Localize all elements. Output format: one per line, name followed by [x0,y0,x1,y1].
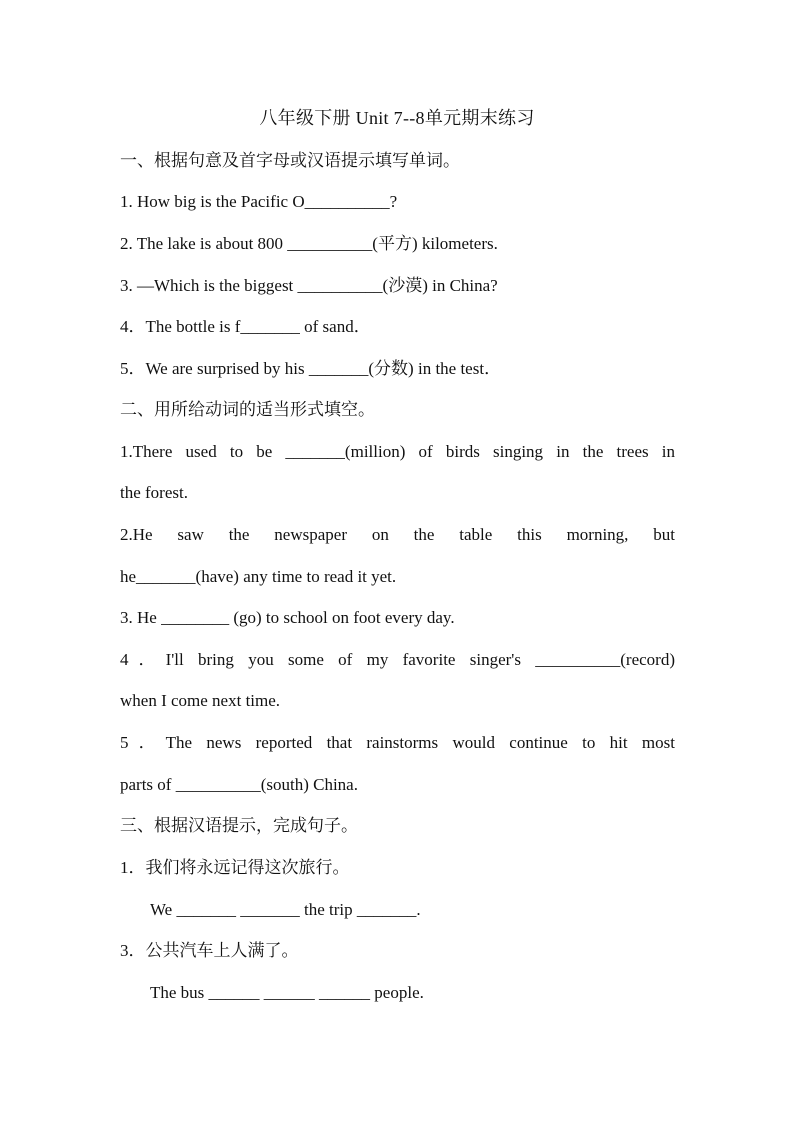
question-line: 4．I'll bring you some of my favorite singer's __________(record) [120,650,675,669]
question-line: 3. —Which is the biggest __________(沙漠) in China? [120,276,498,295]
section-heading: 二、用所给动词的适当形式填空。 [120,400,375,419]
question-line: 5．The news reported that rainstorms would continue to hit most [120,733,675,752]
question-line: 2. The lake is about 800 __________(平方) kilometers. [120,234,498,253]
question-line: 3. He ________ (go) to school on foot every day. [120,608,455,627]
question-line: when I come next time. [120,691,281,710]
page-title: 八年级下册 Unit 7--8单元期末练习 [259,108,535,128]
question-line: 1.There used to be _______(million) of birds singing in the trees in [120,442,675,461]
question-line: he_______(have) any time to read it yet. [120,567,397,586]
section-heading: 一、根据句意及首字母或汉语提示填写单词。 [120,151,460,170]
question-line: 3．公共汽车上人满了。 [120,941,299,960]
question-line: 5．We are surprised by his _______(分数) in the test． [120,359,502,378]
question-line: 1．我们将永远记得这次旅行。 [120,858,350,877]
answer-line: We _______ _______ the trip _______. [150,900,421,919]
answer-line: The bus ______ ______ ______ people. [150,983,424,1002]
question-line: the forest. [120,483,188,502]
question-line: 1. How big is the Pacific O__________? [120,192,398,211]
question-line: 4．The bottle is f_______ of sand． [120,317,371,336]
question-line: parts of __________(south) China. [120,775,358,794]
question-line: 2.He saw the newspaper on the table this morning, but [120,525,675,544]
section-heading: 三、根据汉语提示，完成句子。 [120,816,358,835]
